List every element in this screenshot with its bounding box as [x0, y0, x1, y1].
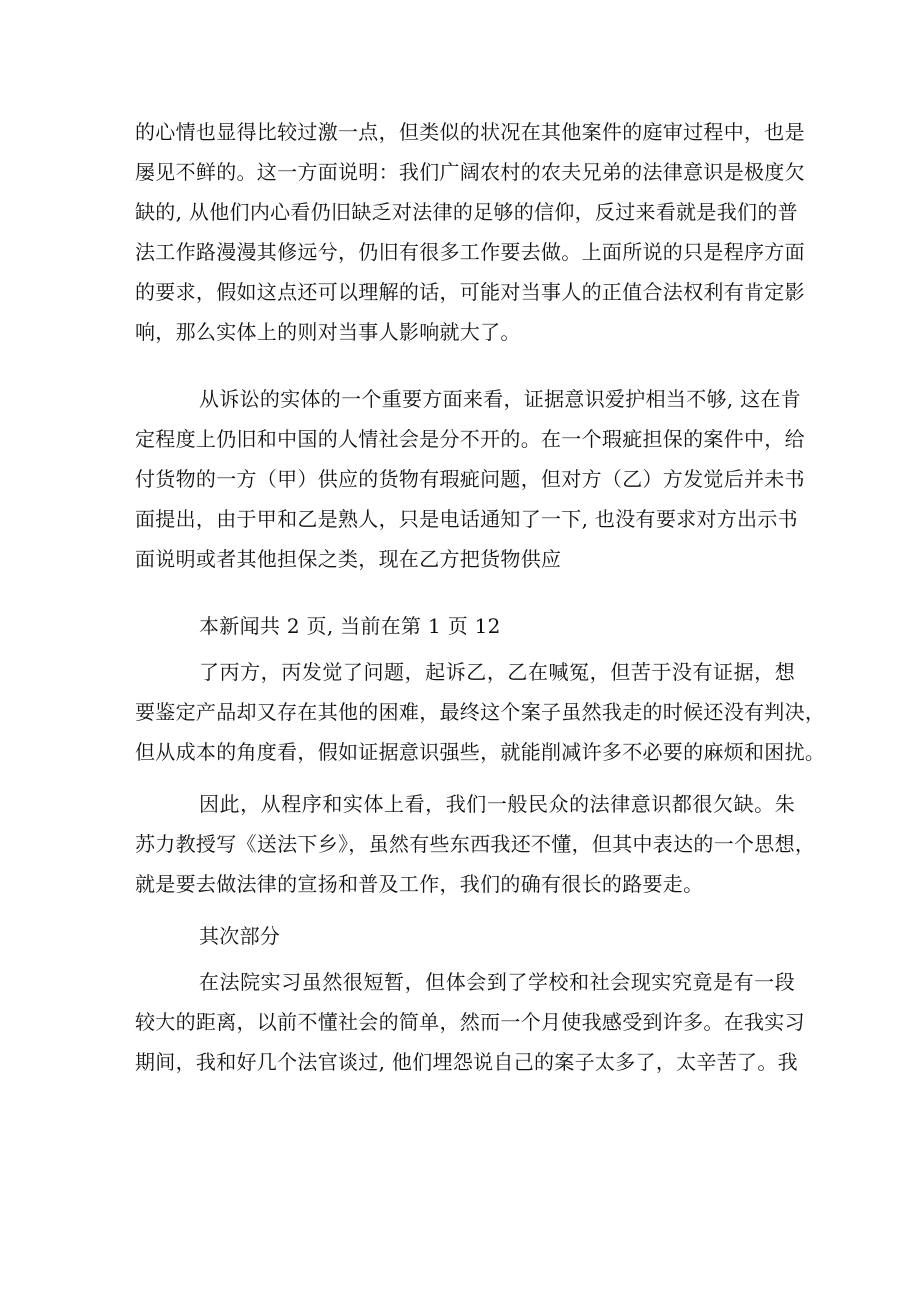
text-line: 期间，我和好几个法官谈过, 他们埋怨说自己的案子太多了，太辛苦了。我 — [135, 1050, 798, 1074]
text-line: 付货物的一方（甲）供应的货物有瑕疵问题，但对方（乙）方发觉后并未书 — [135, 467, 805, 491]
paragraph-2 — [135, 379, 805, 579]
text-line: 在法院实习虽然很短暂，但体会到了学校和社会现实究竟是有一段 — [199, 970, 795, 994]
text-line: 因此，从程序和实体上看，我们一般民众的法律意识都很欠缺。朱 — [199, 792, 795, 816]
paragraph-1 — [135, 112, 805, 352]
text-line: 屡见不鲜的。这一方面说明：我们广阔农村的农夫兄弟的法律意识是极度欠 — [135, 160, 805, 184]
text-line: 的心情也显得比较过激一点，但类似的状况在其他案件的庭审过程中，也是 — [135, 120, 805, 144]
text-line: 的要求，假如这点还可以理解的话，可能对当事人的正值合法权利有肯定影 — [135, 280, 805, 304]
paragraph-5 — [135, 962, 805, 1082]
text-line: 缺的, 从他们内心看仍旧缺乏对法律的足够的信仰，反过来看就是我们的普 — [135, 200, 798, 224]
section-heading — [135, 916, 795, 956]
text-line: 了丙方，丙发觉了问题，起诉乙，乙在喊冤，但苦于没有证据，想 — [199, 660, 795, 684]
paragraph-4 — [135, 784, 816, 904]
text-line: 就是要去做法律的宣扬和普及工作，我们的确有很长的路要走。 — [135, 872, 704, 896]
text-line: 定程度上仍旧和中国的人情社会是分不开的。在一个瑕疵担保的案件中，给 — [135, 427, 805, 451]
section-heading-text: 其次部分 — [199, 924, 281, 948]
text-line: 面提出，由于甲和乙是熟人，只是电话通知了一下, 也没有要求对方出示书 — [135, 507, 798, 531]
text-line: 从诉讼的实体的一个重要方面来看，证据意识爱护相当不够, 这在肯 — [199, 387, 802, 411]
text-line: 较大的距离，以前不懂社会的简单，然而一个月使我感受到许多。在我实习 — [135, 1010, 805, 1034]
paragraph-3 — [135, 652, 826, 772]
text-line: 但从成本的角度看，假如证据意识强些，就能削减许多不必要的麻烦和困扰。 — [135, 740, 826, 764]
text-line: 要鉴定产品却又存在其他的困难，最终这个案子虽然我走的时候还没有判决， — [135, 700, 826, 724]
text-line: 面说明或者其他担保之类，现在乙方把货物供应 — [135, 547, 562, 571]
page-indicator — [135, 606, 795, 646]
text-line: 响，那么实体上的则对当事人影响就大了。 — [135, 320, 521, 344]
page-indicator-text: 本新闻共 2 页, 当前在第 1 页 12 — [199, 614, 501, 638]
text-line: 苏力教授写《送法下乡》，虽然有些东西我还不懂，但其中表达的一个思想， — [135, 832, 816, 856]
document-body — [135, 112, 826, 1082]
text-line: 法工作路漫漫其修远兮，仍旧有很多工作要去做。上面所说的只是程序方面 — [135, 240, 805, 264]
